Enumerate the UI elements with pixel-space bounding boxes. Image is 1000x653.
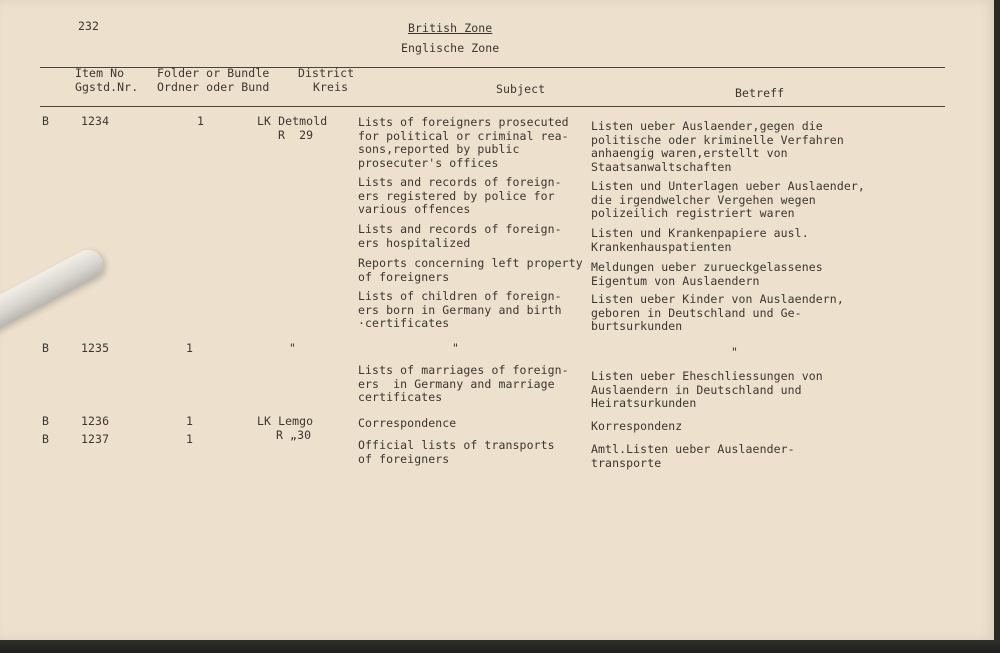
page-right-edge xyxy=(994,0,1000,653)
row-1237-subject: Official lists of transports of foreigners xyxy=(358,438,555,466)
col-subject: Subject xyxy=(496,82,546,96)
zone-title-de: Englische Zone xyxy=(401,41,500,55)
row-1236-folder: 1 xyxy=(186,414,194,428)
row-1235-betreff-ditto: " xyxy=(731,345,739,359)
row-1234-subject-4: Reports concerning left property of foreigners xyxy=(358,256,583,284)
row-1234-betreff-5: Listen ueber Kinder von Auslaendern, geboren in Deutschland und Ge- burtsurkunden xyxy=(591,292,844,333)
row-1235-subject-ditto: " xyxy=(452,341,460,355)
row-1236-subject: Correspondence xyxy=(358,416,457,430)
row-1235-item: 1235 xyxy=(81,341,110,355)
col-district-en: District xyxy=(298,66,355,80)
row-1234-item: 1234 xyxy=(81,114,110,128)
row-1234-betreff-1: Listen ueber Auslaender,gegen die politische oder kriminelle Verfahren anhaengig waren,erstellt von Staatsanwaltschaften xyxy=(591,119,844,174)
row-1236-betreff: Korrespondenz xyxy=(591,419,683,433)
col-folder-de: Ordner oder Bund xyxy=(157,80,270,94)
row-1234-betreff-2: Listen und Unterlagen ueber Auslaender, die irgendwelcher Vergehen wegen polizeilich registriert waren xyxy=(591,179,865,220)
row-1235-folder: 1 xyxy=(186,341,194,355)
col-item-en: Item No xyxy=(75,66,125,80)
row-1234-subject-3: Lists and records of foreign- ers hospitalized xyxy=(358,222,562,250)
row-1237-betreff: Amtl.Listen ueber Auslaender- transporte xyxy=(591,442,795,470)
row-1236-district: LK Lemgo xyxy=(257,414,314,428)
row-1235-betreff-2: Listen ueber Eheschliessungen von Auslaendern in Deutschland und Heiratsurkunden xyxy=(591,369,823,410)
row-1234-folder: 1 xyxy=(197,114,205,128)
row-1234-betreff-3: Listen und Krankenpapiere ausl. Krankenhauspatienten xyxy=(591,226,809,254)
col-item-de: Ggstd.Nr. xyxy=(75,80,139,94)
row-1237-folder: 1 xyxy=(186,432,194,446)
col-district-de: Kreis xyxy=(313,80,349,94)
row-1234-subject-5: Lists of children of foreign- ers born in Germany and birth ·certificates xyxy=(358,289,562,330)
row-1236-item: 1236 xyxy=(81,414,110,428)
row-1234-district: LK Detmold xyxy=(257,114,328,128)
row-1237-district-r: R „30 xyxy=(276,428,312,442)
col-folder-en: Folder or Bundle xyxy=(157,66,270,80)
pen-object xyxy=(0,245,108,342)
row-1237-item: 1237 xyxy=(81,432,110,446)
row-1234-subject-1: Lists of foreigners prosecuted for political or criminal rea- sons,reported by public prosecuter's offices xyxy=(358,115,569,170)
row-1235-subject-2: Lists of marriages of foreign- ers in Germany and marriage certificates xyxy=(358,363,569,404)
header-bottom-rule xyxy=(40,106,945,107)
row-1237-letter: B xyxy=(42,432,50,446)
col-betreff: Betreff xyxy=(735,86,785,100)
row-1234-letter: B xyxy=(42,114,50,128)
row-1234-district-r: R 29 xyxy=(278,128,314,142)
row-1236-letter: B xyxy=(42,414,50,428)
row-1235-letter: B xyxy=(42,341,50,355)
page-number: 232 xyxy=(78,19,100,33)
row-1235-district-ditto: " xyxy=(289,341,297,355)
row-1234-betreff-4: Meldungen ueber zurueckgelassenes Eigentum von Auslaendern xyxy=(591,260,823,288)
binding-edge xyxy=(0,640,1000,653)
zone-title-en: British Zone xyxy=(408,21,493,35)
row-1234-subject-2: Lists and records of foreign- ers registered by police for various offences xyxy=(358,175,562,216)
